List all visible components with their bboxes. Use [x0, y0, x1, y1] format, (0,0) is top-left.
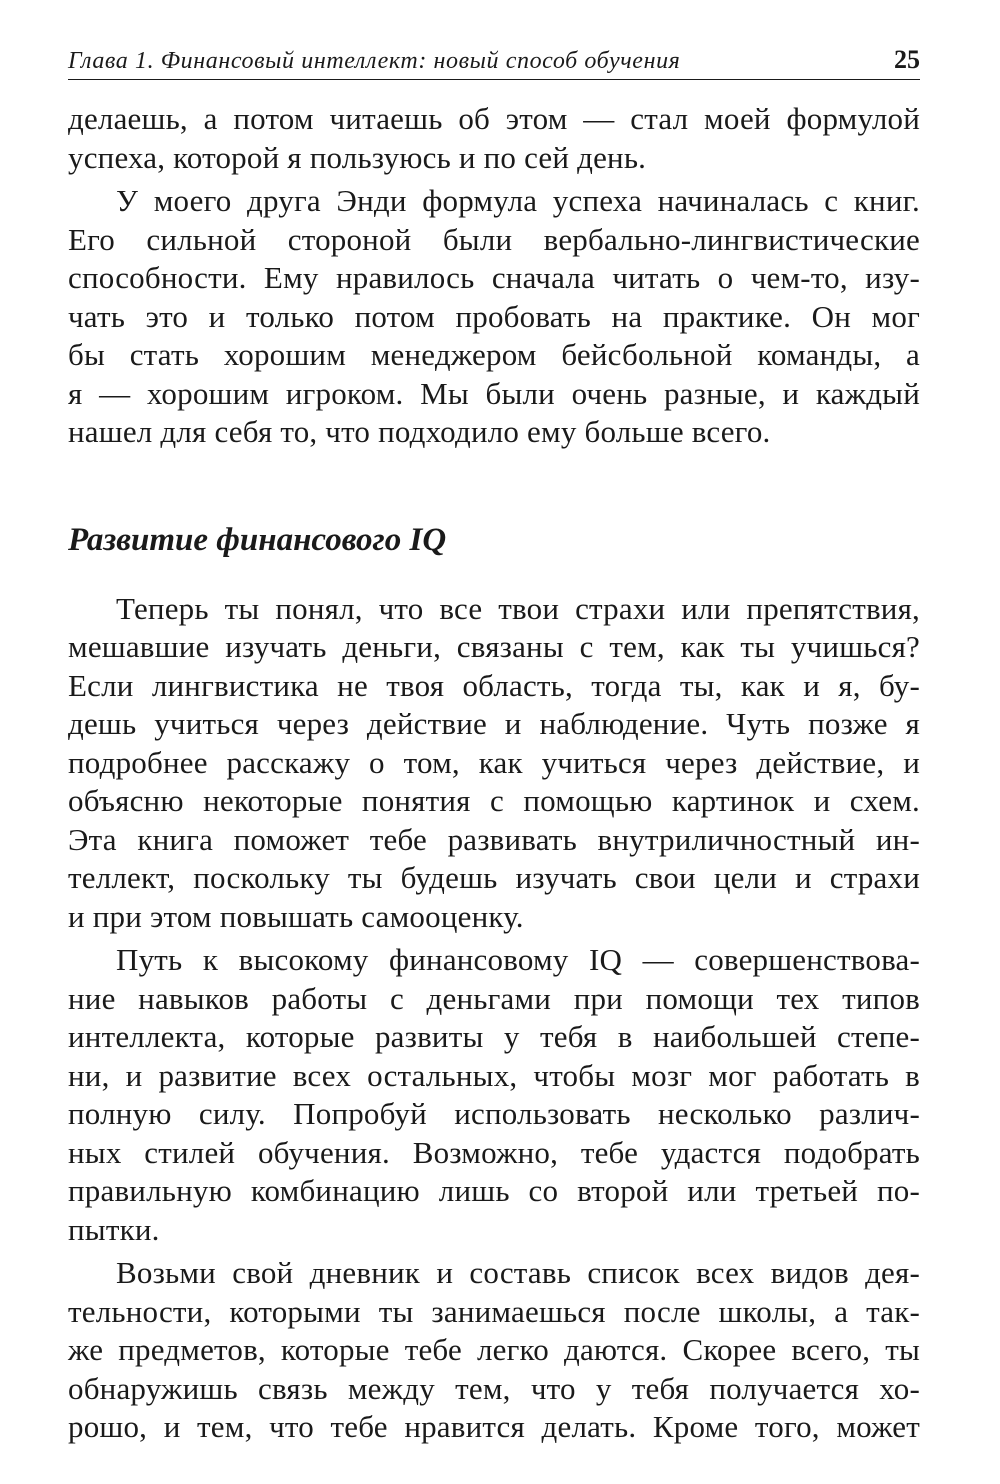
text-line: Его сильной стороной были вербально-лингвистические — [68, 221, 920, 257]
text-line: правильную комбинацию лишь со второй или третьей по- — [68, 1173, 920, 1208]
paragraph — [68, 941, 920, 1249]
text-line: дешь учиться через действие и наблюдение. Чуть позже я — [68, 706, 920, 741]
text-line: У моего друга Энди формула успеха начиналась с книг. — [116, 183, 920, 218]
text-line: полную силу. Попробуй использовать несколько различ- — [68, 1096, 920, 1131]
text-line: бы стать хорошим менеджером бейсбольной команды, а — [68, 337, 920, 372]
text-line: ние навыков работы с деньгами при помощи тех типов — [68, 980, 920, 1016]
text-line: пытки. — [68, 1211, 160, 1247]
text-line: мешавшие изучать деньги, связаны с тем, как ты учишься? — [68, 629, 920, 664]
body-text — [68, 100, 920, 1447]
text-line: нашел для себя то, что подходило ему больше всего. — [68, 414, 771, 449]
text-line: подробнее расскажу о том, как учиться через действие, и — [68, 744, 920, 780]
text-line: ных стилей обучения. Возможно, тебе удастся подобрать — [68, 1134, 920, 1170]
text-line: рошо, и тем, что тебе нравится делать. Кроме того, может — [68, 1409, 920, 1444]
paragraph — [68, 100, 920, 177]
text-line: успеха, которой я пользуюсь и по сей день. — [68, 139, 647, 175]
section-heading: Развитие финансового IQ — [68, 521, 447, 558]
text-line: теллект, поскольку ты будешь изучать свои цели и страхи — [68, 860, 920, 895]
text-line: же предметов, которые тебе легко даются. Скорее всего, ты — [68, 1332, 920, 1367]
text-line: чать это и только потом пробовать на практике. Он мог — [68, 298, 920, 334]
paragraph — [68, 1254, 920, 1447]
text-line: Возьми свой дневник и составь список всех видов дея- — [116, 1255, 920, 1290]
text-line: способности. Ему нравилось сначала читать о чем-то, изу- — [68, 260, 920, 295]
text-line: интеллекта, которые развиты у тебя в наибольшей степе- — [68, 1019, 920, 1054]
running-header — [68, 40, 920, 80]
text-line: Эта книга поможет тебе развивать внутриличностный ин- — [68, 821, 920, 857]
text-line: делаешь, а потом читаешь об этом — стал моей формулой — [68, 101, 920, 136]
text-line: Теперь ты понял, что все твои страхи или препятствия, — [116, 590, 920, 626]
text-line: Путь к высокому финансовому IQ — совершенствова- — [116, 942, 920, 977]
text-line: обнаружишь связь между тем, что у тебя получается хо- — [68, 1370, 920, 1406]
paragraph — [68, 182, 920, 452]
text-line: я — хорошим игроком. Мы были очень разные, и каждый — [68, 375, 920, 411]
text-line: тельности, которыми ты занимаешься после школы, а так- — [68, 1293, 920, 1329]
text-line: ни, и развитие всех остальных, чтобы мозг мог работать в — [68, 1057, 920, 1093]
text-line: объясню некоторые понятия с помощью картинок и схем. — [68, 783, 920, 818]
running-title: Глава 1. Финансовый интеллект: новый способ обучения — [68, 48, 681, 74]
page-number: 25 — [894, 45, 920, 74]
text-line: Если лингвистика не твоя область, тогда ты, как и я, бу- — [68, 667, 920, 703]
book-page — [68, 40, 920, 1460]
paragraph — [68, 590, 920, 937]
text-line: и при этом повышать самооценку. — [68, 898, 524, 934]
